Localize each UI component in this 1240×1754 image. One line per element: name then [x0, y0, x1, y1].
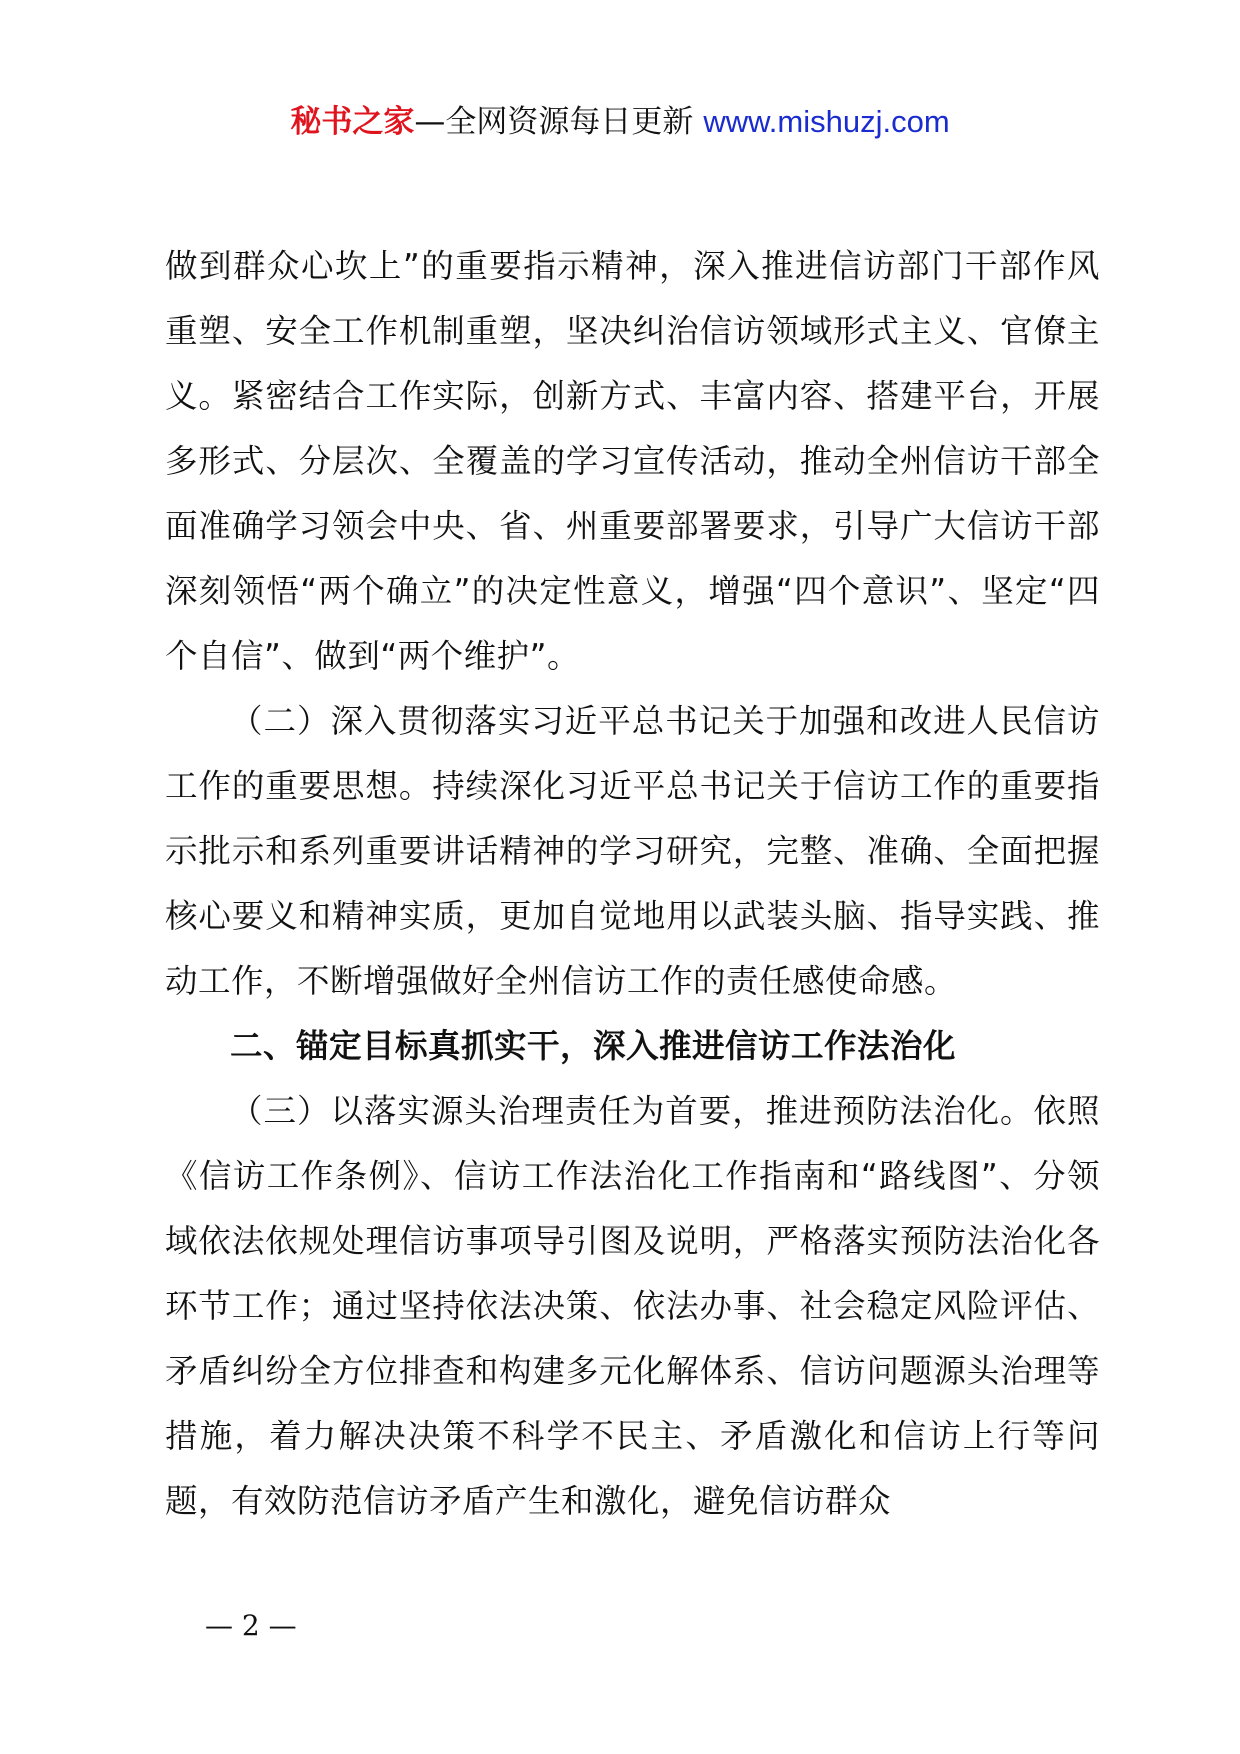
page-number: — 2 —: [205, 1609, 297, 1642]
site-banner: [0, 100, 1240, 144]
document-body: [165, 234, 1100, 1534]
paragraph-item-3: （三）以落实源头治理责任为首要，推进预防法治化。依照《信访工作条例》、信访工作法治化工作指南和“路线图”、分领域依法依规处理信访事项导引图及说明，严格落实预防法治化各环节工作；通过坚持依法决策、依法办事、社会稳定风险评估、矛盾纠纷全方位排查和构建多元化解体系、信访问题源头治理等措施，着力解决决策不科学不民主、矛盾激化和信访上行等问题，有效防范信访矛盾产生和激化，避免信访群众: [165, 1092, 1100, 1520]
site-url-link[interactable]: www.mishuzj.com: [703, 104, 950, 139]
paragraph-item-2: （二）深入贯彻落实习近平总书记关于加强和改进人民信访工作的重要思想。持续深化习近平总书记关于信访工作的重要指示批示和系列重要讲话精神的学习研究，完整、准确、全面把握核心要义和精神实质，更加自觉地用以武装头脑、指导实践、推动工作，不断增强做好全州信访工作的责任感使命感。: [165, 702, 1100, 1000]
site-brand: 秘书之家: [290, 104, 415, 140]
paragraph-continuation: 做到群众心坎上”的重要指示精神，深入推进信访部门干部作风重塑、安全工作机制重塑，坚决纠治信访领域形式主义、官僚主义。紧密结合工作实际，创新方式、丰富内容、搭建平台，开展多形式、分层次、全覆盖的学习宣传活动，推动全州信访干部全面准确学习领会中央、省、州重要部署要求，引导广大信访干部深刻领悟“两个确立”的决定性意义，增强“四个意识”、坚定“四个自信”、做到“两个维护”。: [165, 247, 1100, 675]
site-tagline: —全网资源每日更新: [414, 104, 694, 140]
section-heading-2: 二、锚定目标真抓实干，深入推进信访工作法治化: [230, 1027, 957, 1065]
